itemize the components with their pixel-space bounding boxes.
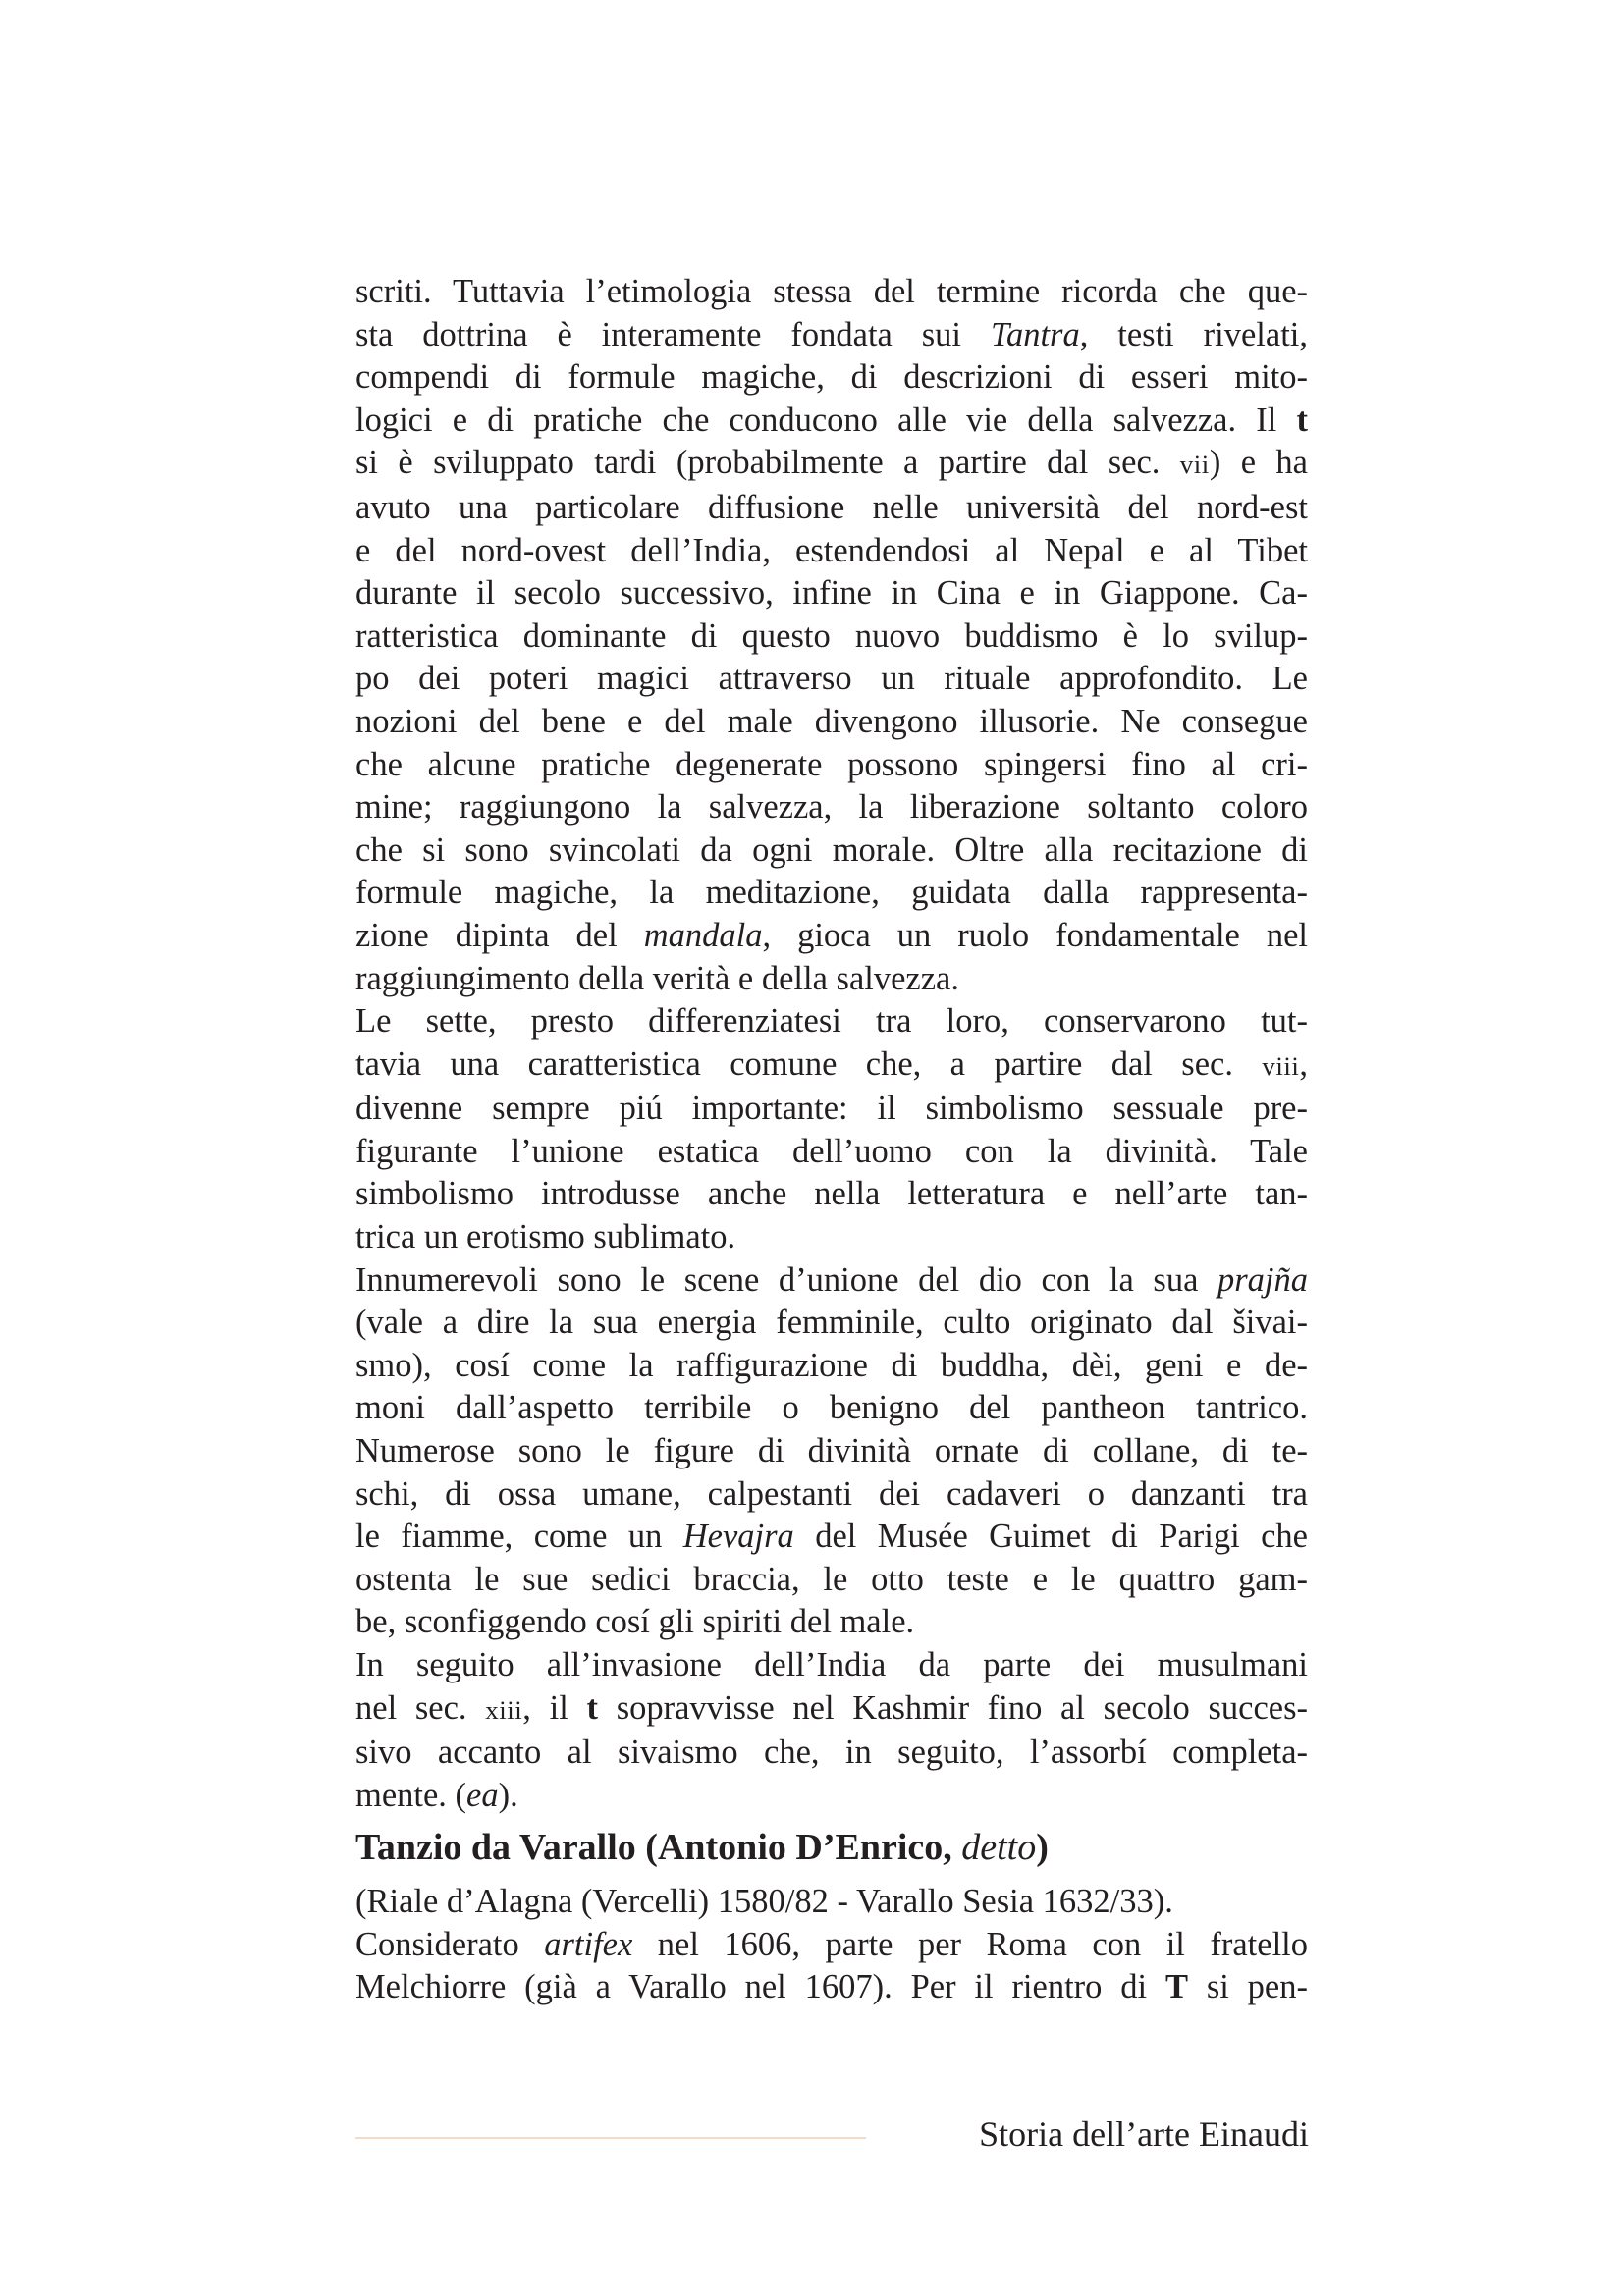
text-line: zione dipinta del mandala, gioca un ruolo fondamentale nel [355, 916, 1308, 954]
text-line: Numerose sono le figure di divinità ornate di collane, di te- [355, 1432, 1308, 1470]
text-line: avuto una particolare diffusione nelle università del nord-est [355, 488, 1308, 526]
text-line: raggiungimento della verità e della salvezza. [355, 959, 959, 997]
text-line: (Riale d’Alagna (Vercelli) 1580/82 - Varallo Sesia 1632/33). [355, 1883, 1173, 1920]
text-line: tavia una caratteristica comune che, a partire dal sec. viii, [355, 1044, 1308, 1083]
main-text-block [355, 271, 1308, 1817]
text-line: schi, di ossa umane, calpestanti dei cadaveri o danzanti tra [355, 1474, 1308, 1513]
text-line: nel sec. xiii, il t sopravvisse nel Kashmir fino al secolo succes- [355, 1688, 1309, 1727]
text-line: formule magiche, la meditazione, guidata dalla rappresenta- [355, 874, 1308, 912]
entry-heading: Tanzio da Varallo (Antonio D’Enrico, detto) [355, 1827, 1049, 1868]
text-line: figurante l’unione estatica dell’uomo con la divinità. Tale [355, 1132, 1308, 1170]
text-line: trica un erotismo sublimato. [355, 1218, 736, 1256]
text-line: si è sviluppato tardi (probabilmente a partire dal sec. vii) e ha [355, 444, 1308, 482]
text-line: durante il secolo successivo, infine in Cina e in Giappone. Ca- [355, 574, 1308, 613]
text-line: mine; raggiungono la salvezza, la liberazione soltanto coloro [355, 788, 1308, 827]
entry-body [355, 1881, 1308, 2009]
text-line: mente. (ea). [355, 1776, 518, 1814]
text-line: moni dall’aspetto terribile o benigno del pantheon tantrico. [355, 1389, 1308, 1427]
footer-title: Storia dell’arte Einaudi [979, 2114, 1309, 2154]
text-line: Considerato artifex nel 1606, parte per Roma con il fratello [355, 1925, 1308, 1963]
text-line: che si sono svincolati da ogni morale. Oltre alla recitazione di [355, 830, 1308, 869]
text-line: nozioni del bene e del male divengono illusorie. Ne consegue [355, 702, 1308, 740]
text-line: sivo accanto al sivaismo che, in seguito, l’assorbí completa- [355, 1734, 1308, 1772]
text-line: e del nord-ovest dell’India, estendendosi al Nepal e al Tibet [355, 531, 1308, 569]
text-line: scriti. Tuttavia l’etimologia stessa del termine ricorda che que- [355, 273, 1308, 310]
text-line: logici e di pratiche che conducono alle vie della salvezza. Il t [355, 400, 1308, 439]
footer-rule [355, 2137, 866, 2139]
text-line: sta dottrina è interamente fondata sui Tantra, testi rivelati, [355, 315, 1308, 353]
text-line: Innumerevoli sono le scene d’unione del dio con la sua prajña [355, 1260, 1308, 1299]
text-line: compendi di formule magiche, di descrizioni di esseri mito- [355, 358, 1308, 397]
text-line: che alcune pratiche degenerate possono spingersi fino al cri- [355, 745, 1308, 783]
text-line: be, sconfiggendo cosí gli spiriti del male. [355, 1603, 915, 1641]
text-line: Melchiorre (già a Varallo nel 1607). Per il rientro di T si pen- [355, 1968, 1308, 2006]
text-line: simbolismo introdusse anche nella letteratura e nell’arte tan- [355, 1175, 1308, 1213]
dictionary-entry [355, 1824, 1308, 2009]
text-line: Le sette, presto differenziatesi tra loro, conservarono tut- [355, 1002, 1308, 1041]
text-line: divenne sempre piú importante: il simbolismo sessuale pre- [355, 1090, 1308, 1128]
text-line: ratteristica dominante di questo nuovo buddismo è lo svilup- [355, 616, 1308, 655]
text-line: In seguito all’invasione dell’India da parte dei musulmani [355, 1646, 1308, 1683]
text-line: le fiamme, come un Hevajra del Musée Guimet di Parigi che [355, 1518, 1308, 1556]
text-line: po dei poteri magici attraverso un rituale approfondito. Le [355, 660, 1308, 698]
text-line: smo), cosí come la raffigurazione di buddha, dèi, geni e de- [355, 1346, 1308, 1384]
text-line: (vale a dire la sua energia femminile, culto originato dal šivai- [355, 1304, 1308, 1342]
text-line: ostenta le sue sedici braccia, le otto teste e le quattro gam- [355, 1560, 1308, 1598]
